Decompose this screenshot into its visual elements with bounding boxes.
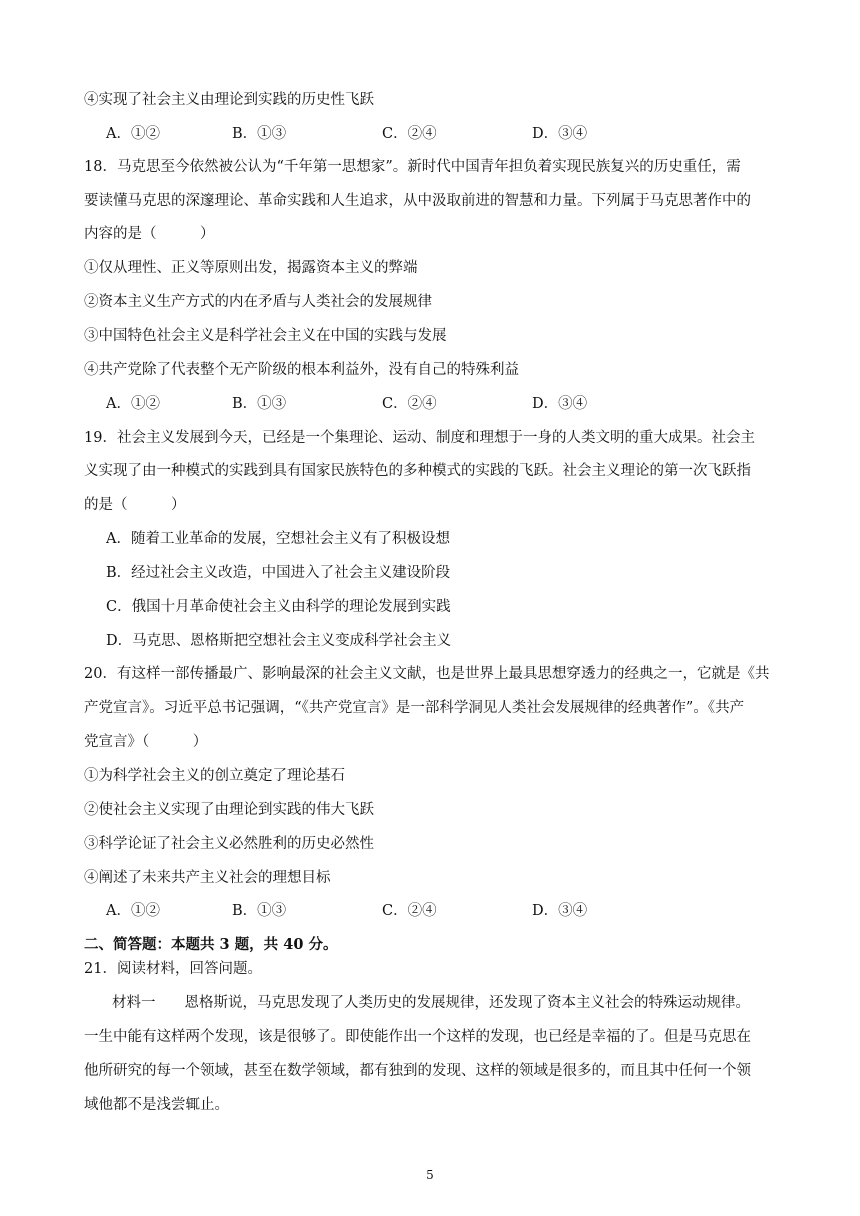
q18-stem-line-2: 要读懂马克思的深邃理论、革命实践和人生追求，从中汲取前进的智慧和力量。下列属于马克思著作中的	[84, 193, 751, 209]
q17-option-d: D．③④	[532, 126, 588, 142]
q20-option-b: B．①③	[232, 903, 287, 919]
q21-material-line-1: 材料一 恩格斯说，马克思发现了人类历史的发展规律，还发现了资本主义社会的特殊运动规律。	[112, 995, 750, 1011]
q18-option-a: A．①②	[106, 396, 160, 412]
q20-stem-line-1: 20．有这样一部传播最广、影响最深的社会主义文献，也是世界上最具思想穿透力的经典之一，它就是《共	[84, 666, 770, 682]
q18-option-b: B．①③	[232, 396, 287, 412]
q20-statement-1: ①为科学社会主义的创立奠定了理论基石	[84, 768, 345, 784]
q19-stem-line-3: 的是（ ）	[84, 497, 186, 513]
q17-option-a: A．①②	[106, 126, 160, 142]
q20-stem-line-3: 党宣言》（ ）	[84, 734, 208, 750]
q18-stem-line-3: 内容的是（ ）	[84, 226, 215, 242]
page-number: 5	[426, 1168, 434, 1182]
q20-statement-3: ③科学论证了社会主义必然胜利的历史必然性	[84, 836, 374, 852]
q19-stem-line-2: 义实现了由一种模式的实践到具有国家民族特色的多种模式的实践的飞跃。社会主义理论的第一次飞跃指	[84, 463, 751, 479]
q18-statement-1: ①仅从理性、正义等原则出发，揭露资本主义的弊端	[84, 260, 418, 276]
q17-option-b: B．①③	[232, 126, 287, 142]
q19-choice-a: A．随着工业革命的发展，空想社会主义有了积极设想	[106, 531, 450, 547]
q20-option-a: A．①②	[106, 903, 160, 919]
q21-material-line-3: 他所研究的每一个领域，甚至在数学领域，都有独到的发现、这样的领域是很多的，而且其中任何一个领	[84, 1063, 751, 1079]
q18-statement-2: ②资本主义生产方式的内在矛盾与人类社会的发展规律	[84, 294, 432, 310]
q20-option-c: C．②④	[382, 903, 437, 919]
q18-option-d: D．③④	[532, 396, 588, 412]
q18-stem-line-1: 18．马克思至今依然被公认为“千年第一思想家”。新时代中国青年担负着实现民族复兴的历史重任，需	[84, 159, 741, 175]
q18-statement-3: ③中国特色社会主义是科学社会主义在中国的实践与发展	[84, 328, 447, 344]
section-heading: 二、简答题：本题共 3 题，共 40 分。	[84, 936, 338, 953]
q20-statement-2: ②使社会主义实现了由理论到实践的伟大飞跃	[84, 802, 374, 818]
q19-stem-line-1: 19．社会主义发展到今天，已经是一个集理论、运动、制度和理想于一身的人类文明的重大成果。社会主	[84, 430, 755, 446]
q20-statement-4: ④阐述了未来共产主义社会的理想目标	[84, 870, 331, 886]
q18-option-c: C．②④	[382, 396, 437, 412]
q17-option-c: C．②④	[382, 126, 437, 142]
q21-material-line-2: 一生中能有这样两个发现，该是很够了。即使能作出一个这样的发现，也已经是幸福的了。但是马克思在	[84, 1029, 751, 1045]
q20-option-d: D．③④	[532, 903, 588, 919]
q18-statement-4: ④共产党除了代表整个无产阶级的根本利益外，没有自己的特殊利益	[84, 362, 519, 378]
q19-choice-d: D．马克思、恩格斯把空想社会主义变成科学社会主义	[106, 633, 452, 649]
q19-choice-b: B．经过社会主义改造，中国进入了社会主义建设阶段	[106, 565, 451, 581]
q17-statement-4: ④实现了社会主义由理论到实践的历史性飞跃	[84, 92, 374, 108]
q21-material-line-4: 域他都不是浅尝辄止。	[84, 1097, 229, 1113]
q21-intro: 21．阅读材料，回答问题。	[84, 961, 262, 977]
q19-choice-c: C．俄国十月革命使社会主义由科学的理论发展到实践	[106, 599, 451, 615]
q20-stem-line-2: 产党宣言》。习近平总书记强调，“《共产党宣言》是一部科学洞见人类社会发展规律的经典著作”。《共产	[84, 700, 745, 716]
